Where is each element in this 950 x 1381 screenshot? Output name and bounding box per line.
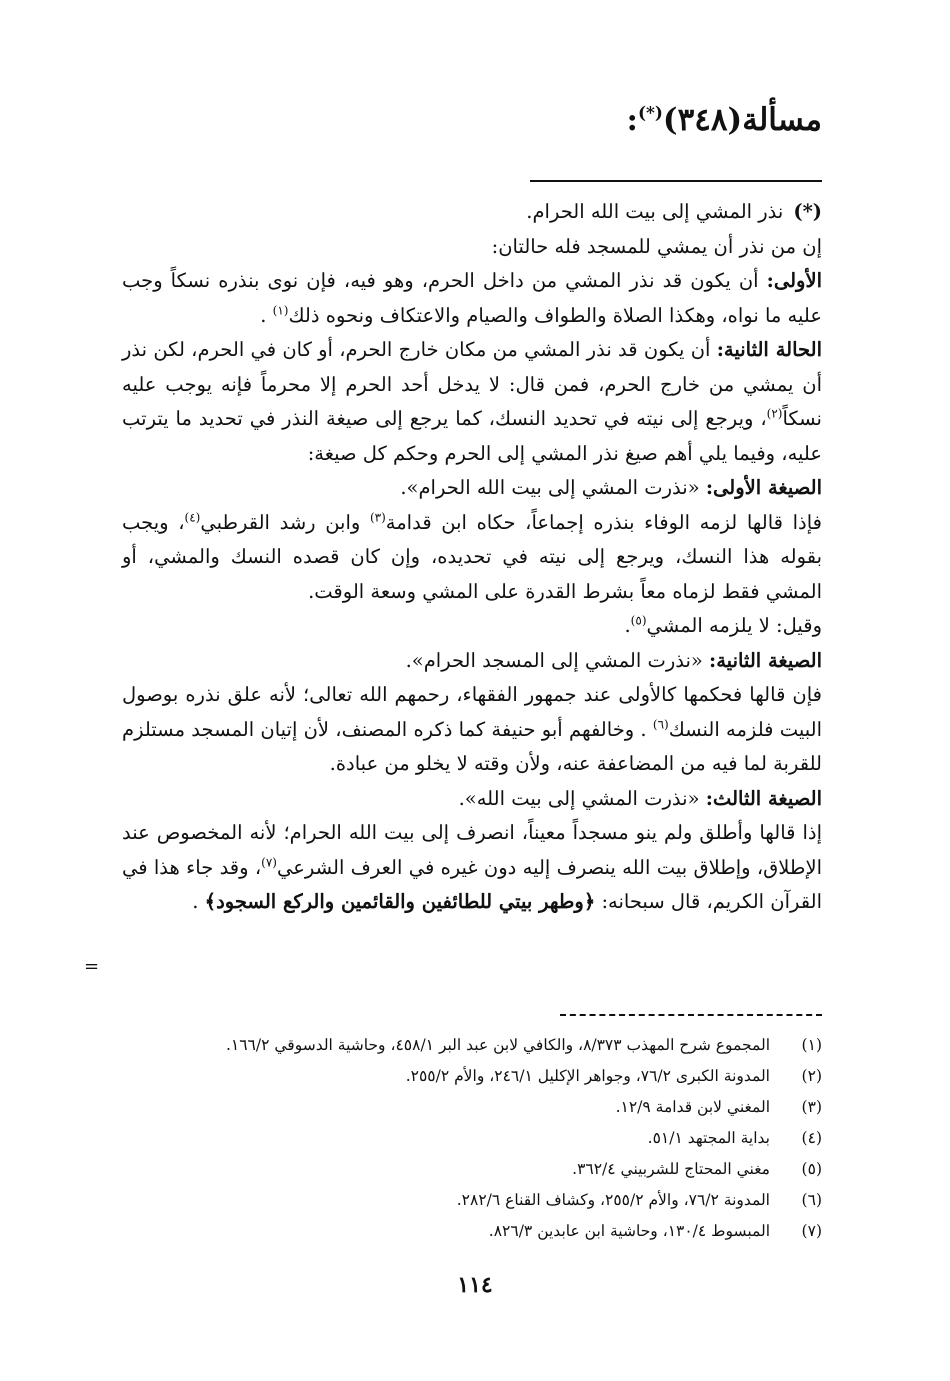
form-one-heading — [122, 471, 822, 506]
quran-verse: ﴿وطهر بيتي للطائفين والقائمين والركع السجود﴾ — [204, 890, 596, 913]
form-three-quote: «نذرت المشي إلى بيت الله». — [458, 786, 706, 810]
footnote-text: المجموع شرح المهذب ٨/٣٧٣، والكافي لابن عبد البر ٤٥٨/١، وحاشية الدسوقي ١٦٦/٢. — [225, 1036, 770, 1054]
footnote-text: بداية المجتهد ٥١/١. — [647, 1129, 770, 1147]
footnote-text: المدونة ٧٦/٢، والأم ٢٥٥/٢، وكشاف القناع ٢٨٢/٦. — [456, 1191, 770, 1209]
form-two-heading — [122, 644, 822, 679]
form-one-ref5: (٥) — [630, 613, 647, 628]
form-three-text-a: إذا قالها وأطلق ولم ينو مسجداً معيناً، انصرف إلى بيت الله الحرام؛ لأنه المخصوص عند الإطلاق، وإطلاق بيت الله ينصرف إليه دون غيره في العرف الشرعي — [122, 821, 822, 879]
form-one-text-a: فإذا قالها لزمه الوفاء بنذره إجماعاً، حكاه ابن قدامة — [385, 510, 822, 534]
case-one-end: . — [260, 303, 273, 327]
form-one-ref4: (٤) — [184, 510, 201, 524]
case-one-text: أن يكون قد نذر المشي من داخل الحرم، وهو فيه، فإن نوى بنذره نسكاً وجب عليه ما نواه، وهكذا الصلاة والطواف والصيام والاعتكاف ونحوه ذلك — [122, 269, 822, 327]
star-note-title-text: نذر المشي إلى بيت الله الحرام. — [526, 200, 784, 223]
case-one-ref: (١) — [272, 303, 289, 317]
star-note-marker: (*) — [793, 200, 822, 223]
form-three-para — [122, 816, 822, 920]
footnote-text: المبسوط ١٣٠/٤، وحاشية ابن عابدين ٨٢٦/٣. — [488, 1222, 770, 1240]
footnote-number: (١) — [801, 1036, 822, 1054]
commentary-body — [122, 195, 822, 920]
form-two-para — [122, 678, 822, 782]
form-two-quote: «نذرت المشي إلى المسجد الحرام». — [405, 648, 710, 672]
footnote-item — [122, 1154, 822, 1185]
form-one-para — [122, 506, 822, 610]
footnotes — [122, 1030, 822, 1247]
case-two-label: الحالة الثانية: — [716, 338, 822, 361]
star-note-title — [122, 195, 822, 230]
footnote-number: (٦) — [801, 1191, 822, 1209]
issue-heading-colon: : — [626, 102, 638, 138]
form-one-text-c: ، ويجب بقوله هذا النسك، ويرجع إلى نيته في تحديده، وإن كان قصده النسك والمشي، أو المشي فقط لزماه معاً بشرط القدرة على المشي وسعة الوقت. — [122, 510, 822, 603]
case-one — [122, 264, 822, 333]
footnote-number: (٣) — [801, 1098, 822, 1116]
form-one-quote: «نذرت المشي إلى بيت الله الحرام». — [400, 476, 706, 499]
form-one-alt-end: . — [624, 614, 631, 637]
top-divider — [530, 180, 822, 182]
form-one-label: الصيغة الأولى: — [705, 476, 822, 499]
form-three-text-b: ، وقد جاء هذا في القرآن الكريم، قال سبحانه: — [122, 855, 822, 913]
footnote-text: مغني المحتاج للشربيني ٣٦٢/٤. — [572, 1160, 770, 1178]
case-two-text-b: ، ويرجع إلى نيته في تحديد النسك، كما يرجع إلى صيغة النذر في تحديد ما يترتب عليه، وفيما يلي أهم صيغ نذر المشي إلى الحرم وحكم كل صيغة: — [122, 407, 822, 465]
issue-heading-mark: (*) — [637, 103, 663, 124]
form-one-ref3: (٣) — [369, 510, 386, 524]
footnote-item — [122, 1185, 822, 1216]
form-three-heading — [122, 782, 822, 817]
continuation-mark: = — [84, 956, 100, 977]
footnote-text: المغني لابن قدامة ١٢/٩. — [615, 1098, 770, 1116]
form-two-ref6: (٦) — [652, 717, 669, 731]
issue-heading — [626, 102, 822, 138]
footnote-item — [122, 1123, 822, 1154]
form-one-alt-view — [122, 609, 822, 644]
star-note-intro: إن من نذر أن يمشي للمسجد فله حالتان: — [491, 234, 822, 258]
footnote-number: (٤) — [801, 1129, 822, 1147]
form-three-label: الصيغة الثالث: — [705, 786, 822, 810]
footnote-item — [122, 1092, 822, 1123]
footnote-number: (٢) — [801, 1067, 822, 1085]
case-one-label: الأولى: — [766, 269, 822, 292]
form-two-text-a: فإن قالها فحكمها كالأولى عند جمهور الفقهاء، رحمهم الله تعالى؛ لأنه علق نذره بوصول البيت فلزمه النسك — [122, 683, 822, 741]
issue-heading-text: مسألة(٣٤٨) — [662, 102, 822, 138]
form-three-text-c: . — [192, 890, 205, 913]
case-two-ref: (٢) — [766, 406, 783, 421]
footnote-item — [122, 1216, 822, 1247]
form-one-alt-text: وقيل: لا يلزمه المشي — [646, 614, 822, 637]
form-one-text-b: وابن رشد القرطبي — [200, 510, 370, 534]
case-two — [122, 333, 822, 471]
footnote-text: المدونة الكبرى ٧٦/٢، وجواهر الإكليل ٢٤٦/١، والأم ٢٥٥/٢. — [405, 1067, 770, 1085]
form-three-ref7: (٧) — [261, 855, 277, 869]
footnote-divider — [560, 1014, 822, 1016]
footnote-item — [122, 1030, 822, 1061]
footnote-number: (٧) — [801, 1222, 822, 1240]
form-two-text-b: . وخالفهم أبو حنيفة كما ذكره المصنف، لأن إتيان المسجد مستلزم للقربة لما فيه من المضاعفة عنه، ولأن وقته لا يخلو من عبادة. — [122, 717, 822, 775]
page-number: ١١٤ — [457, 1272, 493, 1298]
footnote-item — [122, 1061, 822, 1092]
case-two-text-a: أن يكون قد نذر المشي من مكان خارج الحرم، أو كان في الحرم، لكن نذر أن يمشي من خارج الحرم، فمن قال: لا يدخل أحد الحرم إلا محرماً فإنه يوجب عليه نسكاً — [122, 338, 823, 430]
footnote-number: (٥) — [801, 1160, 822, 1178]
form-two-label: الصيغة الثانية: — [709, 648, 822, 672]
